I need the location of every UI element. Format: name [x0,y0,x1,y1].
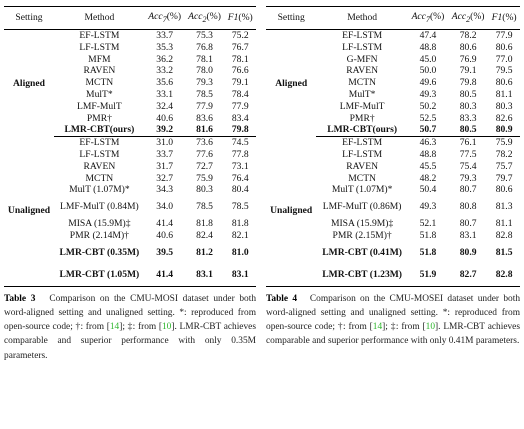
acc7-cell: 45.0 [419,53,437,65]
table4-block [266,6,520,349]
f1-cell: 76.4 [231,172,249,184]
acc2-cell: 80.5 [459,89,477,101]
f1-cell: 82.8 [488,264,520,287]
f1-cell: 81.5 [495,246,513,258]
acc2-cell: 78.5 [196,89,213,101]
acc7-cell: 39.2 [145,124,185,136]
f1-cell: 73.1 [231,160,249,172]
acc7-cell: 47.4 [419,30,437,42]
f1-cell: 80.6 [495,184,513,196]
f1-cell: 77.0 [495,53,513,65]
f1-cell: 74.5 [231,137,249,149]
f1-cell: 77.8 [231,149,249,161]
method-cell: LF-LSTM [79,41,120,53]
citation-link[interactable]: 10 [161,322,172,333]
f1-cell: 81.3 [495,201,513,213]
acc2-cell: 76.9 [459,53,477,65]
method-header: Method [316,7,408,30]
acc2-cell: 77.5 [459,149,477,161]
acc7-cell: 32.7 [156,172,174,184]
table4 [266,6,520,287]
setting-label: Unaligned [7,205,51,217]
acc7-cell: 49.6 [419,77,437,89]
method-cell: LMR-CBT(ours) [316,124,408,136]
f1-cell: 81.1 [495,218,513,230]
acc2-cell: 80.7 [459,218,477,230]
table3-aligned-group [4,30,256,137]
acc2-cell: 80.6 [459,41,477,53]
method-cell: LF-LSTM [342,41,383,53]
acc2-cell: 75.4 [459,160,477,172]
acc2-cell: 75.3 [196,30,213,42]
table4-header-row [266,7,520,30]
f1-cell: 81.1 [495,89,513,101]
table-row [4,137,256,149]
acc7-cell: 40.6 [156,112,174,124]
f1-cell: 81.8 [231,218,249,230]
acc7-cell: 40.6 [156,230,174,242]
table-row [4,30,256,42]
acc7-cell: 31.0 [156,137,174,149]
acc2-cell: 76.8 [196,41,213,53]
acc7-header: Acc$_7$(%) [145,7,185,30]
acc2-cell: 83.6 [196,112,213,124]
acc2-cell: 79.8 [459,77,477,89]
f1-cell: 83.1 [224,264,256,287]
acc7-header: Acc$_7$(%) [408,7,448,30]
method-cell: MFM [88,53,111,65]
acc2-cell: 78.5 [196,201,213,213]
setting-header: Setting [266,7,316,30]
method-cell: PMR† [349,112,375,124]
acc7-cell: 50.4 [419,184,437,196]
method-cell: LMF-MulT [339,100,385,112]
f1-cell: 81.0 [231,246,249,258]
f1-header: F1(%) [224,7,256,30]
method-cell: EF-LSTM [342,137,383,149]
acc2-cell: 82.4 [196,230,213,242]
f1-cell: 80.9 [488,124,520,136]
f1-cell: 80.4 [231,184,249,196]
acc2-cell: 81.8 [196,218,213,230]
method-cell: PMR (2.15M)† [332,230,392,242]
acc2-cell: 79.3 [196,77,213,89]
setting-label: Aligned [12,77,45,89]
f1-cell: 80.6 [495,77,513,89]
method-cell: LMR-CBT (1.23M) [316,264,408,287]
f1-cell: 78.5 [231,201,249,213]
acc2-cell: 80.3 [196,184,213,196]
f1-cell: 75.9 [495,137,513,149]
f1-cell: 80.6 [495,41,513,53]
acc2-cell: 78.0 [196,65,213,77]
method-cell: PMR (2.14M)† [69,230,129,242]
method-cell: LMF-MulT (0.86M) [322,201,402,213]
acc2-cell: 79.3 [459,172,477,184]
method-cell: MulT* [348,89,376,101]
acc2-cell: 83.1 [185,264,225,287]
acc7-cell: 49.3 [419,201,437,213]
acc7-cell: 36.2 [156,53,174,65]
f1-cell: 78.1 [231,53,249,65]
acc7-cell: 35.6 [156,77,174,89]
acc7-cell: 33.2 [156,65,174,77]
table3-block [4,6,256,363]
method-cell: LMR-CBT (0.41M) [322,246,402,258]
method-cell: EF-LSTM [79,30,120,42]
setting-header: Setting [4,7,54,30]
citation-link[interactable]: 10 [425,322,435,333]
method-cell: MulT* [86,89,113,101]
table4-unaligned-group [266,137,520,287]
f1-header: F1(%) [488,7,520,30]
acc2-cell: 80.3 [459,100,477,112]
f1-cell: 79.1 [231,77,249,89]
acc7-cell: 45.5 [419,160,437,172]
table-row [266,30,520,42]
acc2-cell: 80.5 [448,124,488,136]
method-cell: MulT (1.07M)* [331,184,393,196]
method-cell: LMR-CBT (0.35M) [59,246,140,258]
table3 [4,6,256,287]
acc7-cell: 51.9 [408,264,448,287]
table3-caption: Table 3 Comparison on the CMU-MOSI dataset under both word-aligned setting and unaligned setting. *: reproduced from open-source code; †: from [14]; ‡: from [10]. LMR-CBT achieves comparable and superior performance with only 0.35M parameters. [4,293,257,361]
f1-cell: 75.7 [495,160,513,172]
acc2-cell: 72.7 [196,160,213,172]
acc7-cell: 33.7 [156,149,174,161]
acc2-cell: 75.9 [196,172,213,184]
acc2-cell: 79.1 [459,65,477,77]
table3-unaligned-group [4,137,256,287]
f1-cell: 82.1 [231,230,249,242]
acc7-cell: 51.8 [419,246,437,258]
method-cell: MCTN [85,172,114,184]
acc2-cell: 77.6 [196,149,213,161]
f1-cell: 83.4 [231,112,249,124]
method-cell: MCTN [348,172,376,184]
acc7-cell: 39.5 [156,246,174,258]
method-cell: RAVEN [83,160,116,172]
acc2-cell: 73.6 [196,137,213,149]
f1-cell: 82.8 [495,230,513,242]
acc7-cell: 31.7 [156,160,174,172]
method-cell: MCTN [348,77,376,89]
acc7-cell: 46.3 [419,137,437,149]
setting-label: Aligned [275,77,308,89]
acc7-cell: 48.8 [419,41,437,53]
acc7-cell: 35.3 [156,41,174,53]
method-cell: PMR† [86,112,112,124]
acc7-cell: 33.1 [156,89,174,101]
acc7-cell: 52.5 [419,112,437,124]
table-row [266,137,520,149]
acc2-cell: 82.7 [448,264,488,287]
table4-aligned-group [266,30,520,137]
acc7-cell: 51.8 [419,230,437,242]
acc2-cell: 81.2 [196,246,213,258]
acc7-cell: 49.3 [419,89,437,101]
f1-cell: 78.4 [231,89,249,101]
acc7-cell: 34.0 [156,201,174,213]
acc7-cell: 41.4 [156,218,174,230]
f1-cell: 75.2 [231,30,249,42]
method-cell: LF-LSTM [342,149,383,161]
f1-cell: 79.8 [224,124,256,136]
acc7-cell: 48.8 [419,149,437,161]
acc7-cell: 50.0 [419,65,437,77]
method-cell: EF-LSTM [79,137,120,149]
acc2-cell: 80.8 [459,201,477,213]
f1-cell: 82.6 [495,112,513,124]
acc2-header: Acc$_2$(%) [185,7,225,30]
method-cell: LF-LSTM [79,149,120,161]
method-cell: LMR-CBT (1.05M) [54,264,145,287]
method-cell: LMR-CBT(ours) [54,124,145,136]
acc2-cell: 83.1 [459,230,477,242]
acc2-cell: 80.9 [459,246,477,258]
method-header: Method [54,7,145,30]
acc7-cell: 50.2 [419,100,437,112]
method-cell: MISA (15.9M)‡ [68,218,131,230]
acc2-cell: 78.1 [196,53,213,65]
f1-cell: 80.3 [495,100,513,112]
acc7-cell: 32.4 [156,100,174,112]
acc2-cell: 78.2 [459,30,477,42]
acc2-cell: 77.9 [196,100,213,112]
acc7-cell: 52.1 [419,218,437,230]
f1-cell: 79.7 [495,172,513,184]
table4-caption: Table 4 Comparison on the CMU-MOSEI dataset under both word-aligned setting and unaligned setting. *: reproduced from open-source code; †: from [14]; ‡: from [10]. LMR-CBT achieves comparable and superior performance with only 0.41M parameters. [266,293,521,347]
acc2-cell: 83.3 [459,112,477,124]
acc2-cell: 81.6 [185,124,225,136]
method-cell: RAVEN [346,65,379,77]
citation-link[interactable]: 14 [372,322,383,333]
method-cell: G-MFN [346,53,378,65]
acc7-cell: 34.3 [156,184,174,196]
acc2-header: Acc$_2$(%) [448,7,488,30]
acc7-cell: 48.2 [419,172,437,184]
method-cell: MulT (1.07M)* [69,184,130,196]
acc2-cell: 80.7 [459,184,477,196]
acc2-cell: 76.1 [459,137,477,149]
table3-header-row [4,7,256,30]
method-cell: MCTN [85,77,114,89]
method-cell: RAVEN [346,160,379,172]
setting-label: Unaligned [270,205,313,217]
acc7-cell: 33.7 [156,30,174,42]
acc7-cell: 50.7 [408,124,448,136]
f1-cell: 79.5 [495,65,513,77]
f1-cell: 76.6 [231,65,249,77]
method-cell: LMF-MulT (0.84M) [60,201,139,213]
f1-cell: 77.9 [495,30,513,42]
f1-cell: 78.2 [495,149,513,161]
f1-cell: 76.7 [231,41,249,53]
citation-link[interactable]: 14 [109,322,120,333]
method-cell: LMF-MulT [76,100,122,112]
method-cell: MISA (15.9M)‡ [330,218,394,230]
f1-cell: 77.9 [231,100,249,112]
method-cell: RAVEN [83,65,116,77]
acc7-cell: 41.4 [145,264,185,287]
method-cell: EF-LSTM [342,30,383,42]
